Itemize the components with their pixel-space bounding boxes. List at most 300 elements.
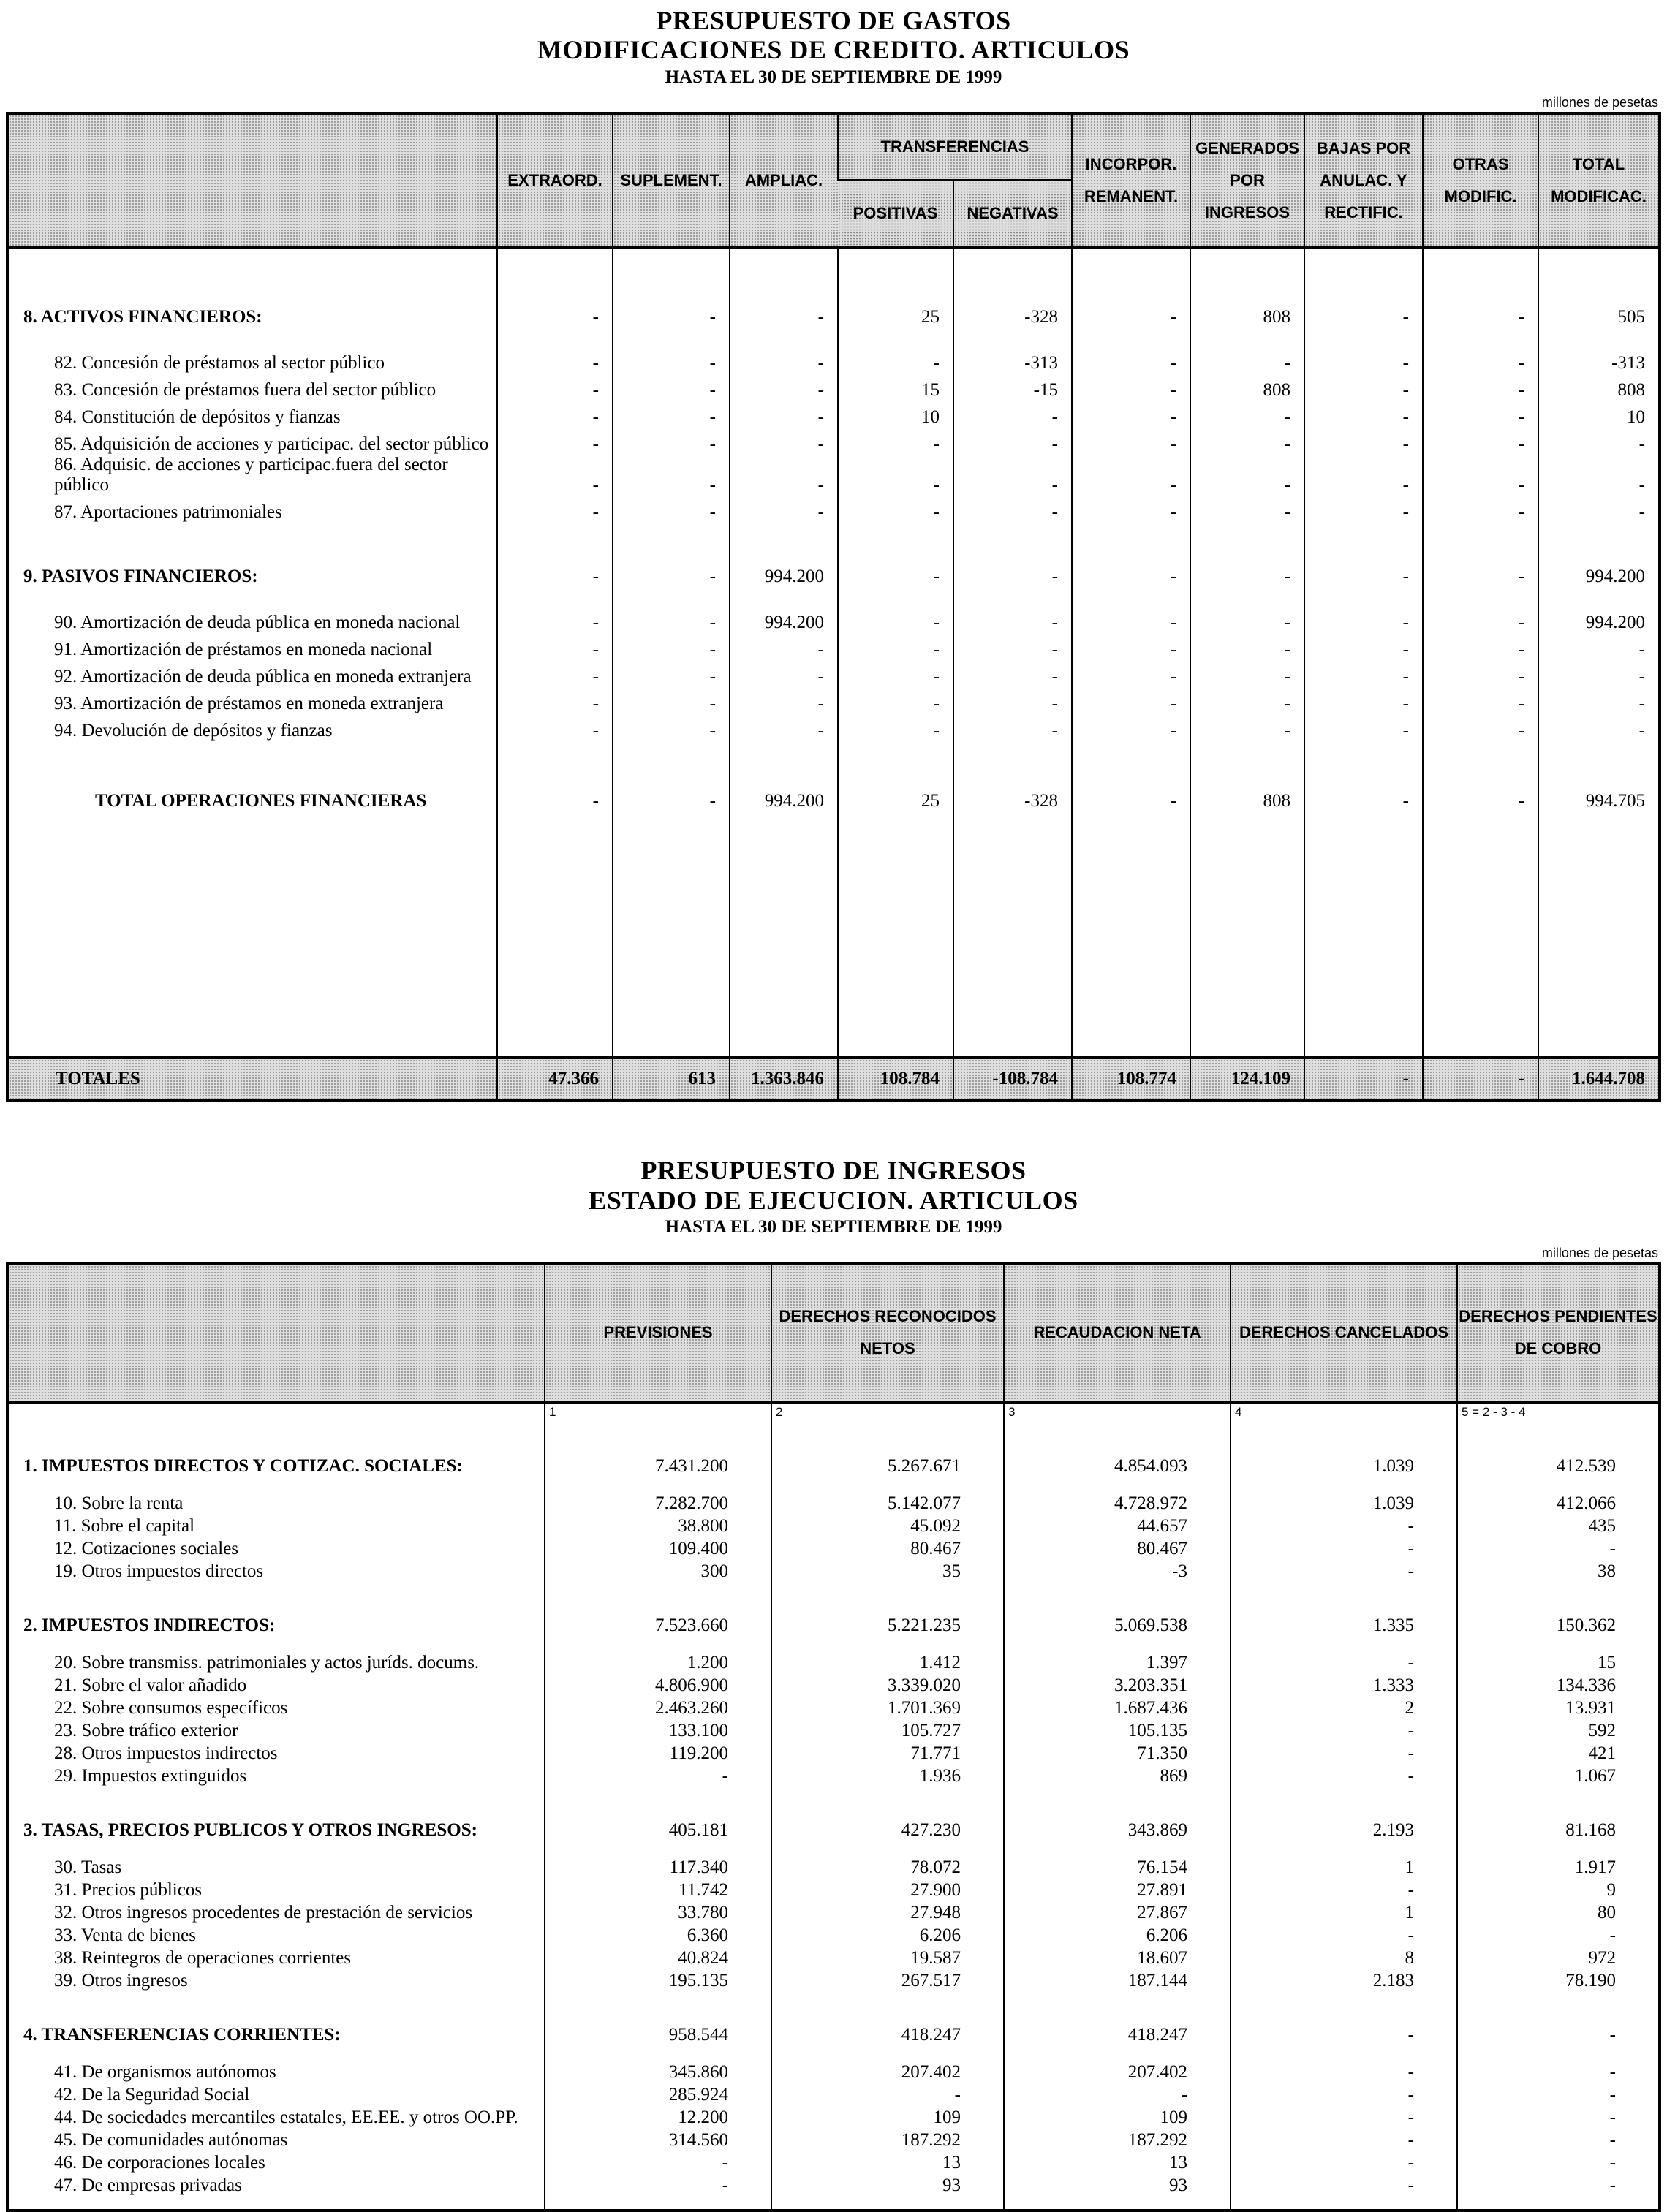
col-header-derechos-reconocidos: DERECHOS RECONOCIDOS NETOS — [771, 1264, 1004, 1402]
cell-value: 994.200 — [730, 523, 838, 587]
cell-value: 421 — [1457, 1741, 1660, 1764]
col-header-ampliac: AMPLIAC. — [730, 113, 838, 247]
cell-value: - — [1231, 2105, 1457, 2128]
cell-value: 8 — [1231, 1946, 1457, 1969]
cell-value: 109 — [771, 2105, 1004, 2128]
cell-value: 427.230 — [771, 1787, 1004, 1841]
cell-value: 1.917 — [1457, 1841, 1660, 1878]
row-label: 85. Adquisición de acciones y participac. del sector público — [54, 434, 489, 455]
cell-value: - — [1190, 401, 1304, 428]
cell-value: - — [613, 660, 730, 687]
cell-value: - — [1190, 496, 1304, 523]
cell-value: - — [1457, 2128, 1660, 2151]
cell-value: - — [1072, 327, 1190, 374]
cell-value: - — [1457, 2105, 1660, 2128]
cell-value: - — [771, 2083, 1004, 2105]
cell-value: 592 — [1457, 1719, 1660, 1741]
table-row — [7, 1969, 1660, 1991]
cell-value: 19.587 — [771, 1946, 1004, 1969]
cell-value: - — [1304, 428, 1423, 455]
ingresos-colnum-row — [7, 1402, 1660, 1428]
cell-value: - — [838, 660, 953, 687]
gastos-table — [6, 112, 1661, 1102]
cell-value: 9 — [1457, 1878, 1660, 1901]
cell-value: 1.200 — [545, 1636, 771, 1673]
cell-value: - — [613, 374, 730, 401]
row-label: 12. Cotizaciones sociales — [54, 1538, 239, 1558]
cell-value: 15 — [838, 374, 953, 401]
cell-value: - — [497, 401, 613, 428]
cell-value: - — [1231, 1878, 1457, 1901]
cell-value: - — [1457, 2083, 1660, 2105]
gastos-header-row1 — [7, 113, 1660, 181]
cell-value: - — [497, 327, 613, 374]
cell-value: 119.200 — [545, 1741, 771, 1764]
row-label: 19. Otros impuestos directos — [54, 1561, 264, 1581]
cell-value: - — [953, 455, 1072, 496]
row-label: 84. Constitución de depósitos y fianzas — [54, 407, 341, 428]
table-row — [7, 1582, 1660, 1636]
cell-value: - — [953, 523, 1072, 587]
cell-value: - — [613, 633, 730, 660]
cell-value: - — [838, 327, 953, 374]
table-row — [7, 1719, 1660, 1741]
filler-cell — [1538, 811, 1660, 1058]
cell-value: - — [1457, 1537, 1660, 1559]
cell-value: 15 — [1457, 1636, 1660, 1673]
cell-value: 35 — [771, 1559, 1004, 1582]
cell-value: - — [1304, 327, 1423, 374]
cell-value: - — [613, 687, 730, 714]
cell-value: - — [1423, 741, 1538, 811]
cell-value: - — [1423, 374, 1538, 401]
cell-value: 3.339.020 — [771, 1673, 1004, 1696]
cell-value: 25 — [838, 247, 953, 327]
cell-value: - — [1304, 523, 1423, 587]
cell-value: - — [1538, 455, 1660, 496]
row-label: 21. Sobre el valor añadido — [54, 1675, 247, 1695]
row-label: 4. TRANSFERENCIAS CORRIENTES: — [23, 2024, 341, 2045]
filler-cell — [613, 811, 730, 1058]
cell-value: 13 — [771, 2151, 1004, 2173]
cell-value: 10 — [838, 401, 953, 428]
row-label: 91. Amortización de préstamos en moneda nacional — [54, 640, 433, 660]
cell-value: - — [730, 455, 838, 496]
cell-value: - — [497, 687, 613, 714]
table-row — [7, 1991, 1660, 2045]
gastos-title-line2: MODIFICACIONES DE CREDITO. ARTICULOS — [537, 35, 1130, 65]
cell-value: - — [1423, 660, 1538, 687]
cell-value: -328 — [953, 741, 1072, 811]
cell-value: - — [1072, 660, 1190, 687]
table-row — [7, 714, 1660, 741]
gastos-unit-note: millones de pesetas — [1541, 95, 1658, 110]
table-row — [7, 1741, 1660, 1764]
row-label: 41. De organismos autónomos — [54, 2061, 276, 2082]
cell-value: - — [730, 374, 838, 401]
filler-cell — [1423, 811, 1538, 1058]
gastos-totales — [7, 1058, 1660, 1100]
row-label: 3. TASAS, PRECIOS PUBLICOS Y OTROS INGRESOS: — [23, 1819, 477, 1840]
cell-value: - — [497, 741, 613, 811]
cell-value: 80 — [1457, 1901, 1660, 1923]
cell-value: - — [838, 496, 953, 523]
cell-value: 71.350 — [1004, 1741, 1231, 1764]
ingresos-header-row — [7, 1264, 1660, 1402]
filler-cell — [7, 811, 497, 1058]
table-row — [7, 1514, 1660, 1537]
cell-value: 187.144 — [1004, 1969, 1231, 1991]
totales-value: - — [1304, 1058, 1423, 1100]
cell-value: - — [545, 2173, 771, 2196]
filler-cell — [1190, 811, 1304, 1058]
cell-value: 25 — [838, 741, 953, 811]
cell-value: - — [613, 455, 730, 496]
cell-value: - — [497, 633, 613, 660]
cell-value: - — [730, 687, 838, 714]
cell-value: 808 — [1190, 247, 1304, 327]
cell-value: - — [838, 428, 953, 455]
cell-value: - — [497, 523, 613, 587]
gastos-filler — [7, 811, 1660, 1058]
cell-value: - — [613, 714, 730, 741]
row-label: 32. Otros ingresos procedentes de prestación de servicios — [54, 1902, 473, 1923]
table-row — [7, 1787, 1660, 1841]
col-header-total: TOTAL MODIFICAC. — [1538, 113, 1660, 247]
table-row — [7, 523, 1660, 587]
table-row — [7, 687, 1660, 714]
table-row — [7, 327, 1660, 374]
table-row — [7, 633, 1660, 660]
cell-value: - — [953, 496, 1072, 523]
cell-value: 994.200 — [1538, 523, 1660, 587]
table-row — [7, 2105, 1660, 2128]
ingresos-table-body — [7, 1428, 1660, 2196]
colnum-4: 4 — [1231, 1402, 1457, 1428]
row-label: 9. PASIVOS FINANCIEROS: — [23, 567, 258, 587]
cell-value: - — [1304, 496, 1423, 523]
table-row — [7, 1946, 1660, 1969]
cell-value: - — [1538, 496, 1660, 523]
cell-value: 44.657 — [1004, 1514, 1231, 1537]
cell-value: 1 — [1231, 1901, 1457, 1923]
cell-value: 187.292 — [1004, 2128, 1231, 2151]
cell-value: 207.402 — [1004, 2045, 1231, 2083]
table-row — [7, 1477, 1660, 1514]
col-header-negativas: NEGATIVAS — [953, 181, 1072, 248]
cell-value: 13 — [1004, 2151, 1231, 2173]
cell-value: 412.066 — [1457, 1477, 1660, 1514]
cell-value: - — [613, 401, 730, 428]
cell-value: 81.168 — [1457, 1787, 1660, 1841]
row-label: 39. Otros ingresos — [54, 1970, 188, 1991]
cell-value: - — [1231, 1537, 1457, 1559]
cell-value: 5.221.235 — [771, 1582, 1004, 1636]
col-header-incorpor: INCORPOR. REMANENT. — [1072, 113, 1190, 247]
cell-value: 869 — [1004, 1764, 1231, 1787]
col-header-previsiones: PREVISIONES — [545, 1264, 771, 1402]
totales-value: 124.109 — [1190, 1058, 1304, 1100]
ingresos-unit-note: millones de pesetas — [1541, 1245, 1658, 1260]
cell-value: - — [1423, 714, 1538, 741]
cell-value: - — [613, 428, 730, 455]
gastos-table-body — [7, 247, 1660, 811]
cell-value: - — [545, 1764, 771, 1787]
cell-value: 78.190 — [1457, 1969, 1660, 1991]
row-label: 20. Sobre transmiss. patrimoniales y actos juríds. docums. — [54, 1652, 480, 1673]
cell-value: - — [497, 714, 613, 741]
row-label: 47. De empresas privadas — [54, 2175, 242, 2195]
table-row — [7, 1901, 1660, 1923]
cell-value: 3.203.351 — [1004, 1673, 1231, 1696]
cell-value: - — [1231, 1636, 1457, 1673]
cell-value: - — [1423, 247, 1538, 327]
cell-value: 10 — [1538, 401, 1660, 428]
cell-value: 76.154 — [1004, 1841, 1231, 1878]
totales-label: TOTALES — [7, 1058, 497, 1100]
cell-value: - — [1538, 660, 1660, 687]
totales-value: 47.366 — [497, 1058, 613, 1100]
table-row — [7, 455, 1660, 496]
cell-value: 808 — [1538, 374, 1660, 401]
cell-value: 994.200 — [730, 741, 838, 811]
cell-value: - — [1190, 587, 1304, 633]
cell-value: - — [497, 496, 613, 523]
cell-value: 78.072 — [771, 1841, 1004, 1878]
row-label: 46. De corporaciones locales — [54, 2152, 265, 2173]
cell-value: - — [953, 428, 1072, 455]
cell-value: - — [613, 496, 730, 523]
cell-value: 1.039 — [1231, 1428, 1457, 1477]
cell-value: 267.517 — [771, 1969, 1004, 1991]
cell-value: 27.948 — [771, 1901, 1004, 1923]
cell-value: - — [1190, 660, 1304, 687]
cell-value: 418.247 — [1004, 1991, 1231, 2045]
cell-value: - — [838, 523, 953, 587]
cell-value: 80.467 — [771, 1537, 1004, 1559]
totales-value: 613 — [613, 1058, 730, 1100]
cell-value: 7.282.700 — [545, 1477, 771, 1514]
cell-value: 45.092 — [771, 1514, 1004, 1537]
table-row — [7, 2173, 1660, 2196]
cell-value: 1.067 — [1457, 1764, 1660, 1787]
table-row — [7, 1696, 1660, 1719]
row-label: 42. De la Seguridad Social — [54, 2084, 250, 2105]
cell-value: 93 — [1004, 2173, 1231, 2196]
cell-value: 40.824 — [545, 1946, 771, 1969]
cell-value: 994.200 — [730, 587, 838, 633]
cell-value: - — [1231, 2151, 1457, 2173]
cell-value: 958.544 — [545, 1991, 771, 2045]
ingresos-filler — [7, 2196, 1660, 2211]
totales-row — [7, 1058, 1660, 1100]
row-label: 28. Otros impuestos indirectos — [54, 1743, 278, 1763]
cell-value: - — [1004, 2083, 1231, 2105]
cell-value: 33.780 — [545, 1901, 771, 1923]
cell-value: 505 — [1538, 247, 1660, 327]
colnum-blank — [7, 1402, 545, 1428]
cell-value: - — [1072, 401, 1190, 428]
cell-value: - — [1423, 687, 1538, 714]
cell-value: 18.607 — [1004, 1946, 1231, 1969]
cell-value: - — [1190, 633, 1304, 660]
cell-value: 1.412 — [771, 1636, 1004, 1673]
cell-value: 109 — [1004, 2105, 1231, 2128]
row-label: 87. Aportaciones patrimoniales — [54, 502, 282, 523]
cell-value: 994.200 — [1538, 587, 1660, 633]
totales-value: 108.784 — [838, 1058, 953, 1100]
cell-value: -313 — [953, 327, 1072, 374]
cell-value: - — [838, 687, 953, 714]
cell-value: 80.467 — [1004, 1537, 1231, 1559]
gastos-header-blank — [7, 113, 497, 247]
table-row — [7, 1878, 1660, 1901]
row-label: 86. Adquisic. de acciones y participac.fuera del sector público — [54, 455, 448, 496]
ingresos-title-block — [0, 1150, 1667, 1239]
gastos-title-line3: HASTA EL 30 DE SEPTIEMBRE DE 1999 — [665, 67, 1002, 87]
filler-cell — [953, 811, 1072, 1058]
cell-value: - — [730, 714, 838, 741]
cell-value: - — [613, 327, 730, 374]
cell-value: - — [1231, 1923, 1457, 1946]
cell-value: - — [1072, 428, 1190, 455]
cell-value: -328 — [953, 247, 1072, 327]
ingresos-table — [6, 1262, 1661, 2212]
cell-value: -15 — [953, 374, 1072, 401]
cell-value: - — [1190, 714, 1304, 741]
cell-value: 117.340 — [545, 1841, 771, 1878]
filler-cell — [7, 2196, 545, 2211]
cell-value: 207.402 — [771, 2045, 1004, 2083]
filler-cell — [771, 2196, 1004, 2211]
row-label: 10. Sobre la renta — [54, 1493, 184, 1513]
totales-value: - — [1423, 1058, 1538, 1100]
row-label: 2. IMPUESTOS INDIRECTOS: — [23, 1615, 276, 1635]
cell-value: - — [613, 523, 730, 587]
cell-value: - — [1538, 714, 1660, 741]
cell-value: - — [953, 587, 1072, 633]
ingresos-title-line3: HASTA EL 30 DE SEPTIEMBRE DE 1999 — [665, 1217, 1002, 1237]
row-label: 11. Sobre el capital — [54, 1515, 195, 1536]
cell-value: - — [1423, 327, 1538, 374]
filler-cell — [1304, 811, 1423, 1058]
cell-value: - — [1304, 714, 1423, 741]
col-header-recaudacion: RECAUDACION NETA — [1004, 1264, 1231, 1402]
row-label: 82. Concesión de préstamos al sector público — [54, 353, 385, 374]
cell-value: 93 — [771, 2173, 1004, 2196]
cell-value: - — [545, 2151, 771, 2173]
row-label: 44. De sociedades mercantiles estatales, EE.EE. y otros OO.PP. — [54, 2107, 518, 2127]
cell-value: 5.069.538 — [1004, 1582, 1231, 1636]
cell-value: - — [1423, 455, 1538, 496]
cell-value: - — [1190, 327, 1304, 374]
cell-value: - — [1304, 633, 1423, 660]
cell-value: - — [838, 587, 953, 633]
cell-value: - — [1423, 633, 1538, 660]
cell-value: - — [838, 633, 953, 660]
table-row — [7, 496, 1660, 523]
cell-value: 405.181 — [545, 1787, 771, 1841]
table-row — [7, 1923, 1660, 1946]
cell-value: - — [953, 714, 1072, 741]
table-row — [7, 660, 1660, 687]
cell-value: 418.247 — [771, 1991, 1004, 2045]
cell-value: 1.333 — [1231, 1673, 1457, 1696]
col-header-positivas: POSITIVAS — [838, 181, 953, 248]
cell-value: 133.100 — [545, 1719, 771, 1741]
ingresos-title-line2: ESTADO DE EJECUCION. ARTICULOS — [589, 1185, 1078, 1215]
table-row — [7, 2083, 1660, 2105]
cell-value: 972 — [1457, 1946, 1660, 1969]
cell-value: - — [1072, 714, 1190, 741]
col-header-transferencias: TRANSFERENCIAS — [838, 113, 1072, 181]
table-row — [7, 401, 1660, 428]
row-label: TOTAL OPERACIONES FINANCIERAS — [95, 791, 427, 811]
cell-value: - — [613, 247, 730, 327]
totales-value: -108.784 — [953, 1058, 1072, 1100]
cell-value: - — [1231, 1764, 1457, 1787]
row-label: 33. Venta de bienes — [54, 1925, 196, 1945]
cell-value: 2.463.260 — [545, 1696, 771, 1719]
cell-value: 314.560 — [545, 2128, 771, 2151]
cell-value: - — [1072, 523, 1190, 587]
cell-value: 150.362 — [1457, 1582, 1660, 1636]
cell-value: - — [1304, 374, 1423, 401]
cell-value: - — [953, 660, 1072, 687]
cell-value: - — [1304, 247, 1423, 327]
cell-value: 1.701.369 — [771, 1696, 1004, 1719]
filler-cell — [497, 811, 613, 1058]
row-label: 90. Amortización de deuda pública en moneda nacional — [54, 613, 461, 633]
cell-value: - — [838, 714, 953, 741]
row-label: 94. Devolución de depósitos y fianzas — [54, 721, 333, 741]
cell-value: 38.800 — [545, 1514, 771, 1537]
cell-value: - — [953, 633, 1072, 660]
table-row — [7, 1559, 1660, 1582]
row-label: 8. ACTIVOS FINANCIEROS: — [23, 307, 262, 327]
cell-value: 27.867 — [1004, 1901, 1231, 1923]
table-row — [7, 1673, 1660, 1696]
filler-cell — [1004, 2196, 1231, 2211]
cell-value: 1.397 — [1004, 1636, 1231, 1673]
colnum-5: 5 = 2 - 3 - 4 — [1457, 1402, 1660, 1428]
cell-value: - — [1423, 428, 1538, 455]
cell-value: 345.860 — [545, 2045, 771, 2083]
filler-row — [7, 811, 1660, 1058]
cell-value: 2 — [1231, 1696, 1457, 1719]
cell-value: - — [1190, 523, 1304, 587]
cell-value: 134.336 — [1457, 1673, 1660, 1696]
cell-value: - — [1304, 587, 1423, 633]
table-row — [7, 1841, 1660, 1878]
cell-value: - — [1190, 687, 1304, 714]
cell-value: - — [1538, 633, 1660, 660]
cell-value: - — [1231, 1559, 1457, 1582]
cell-value: - — [1231, 2128, 1457, 2151]
cell-value: - — [838, 455, 953, 496]
col-header-bajas: BAJAS POR ANULAC. Y RECTIFIC. — [1304, 113, 1423, 247]
row-label: 93. Amortización de préstamos en moneda extranjera — [54, 694, 444, 714]
col-header-otras: OTRAS MODIFIC. — [1423, 113, 1538, 247]
cell-value: 11.742 — [545, 1878, 771, 1901]
cell-value: - — [1231, 2083, 1457, 2105]
cell-value: - — [1072, 374, 1190, 401]
cell-value: 435 — [1457, 1514, 1660, 1537]
table-row — [7, 2045, 1660, 2083]
cell-value: 71.771 — [771, 1741, 1004, 1764]
cell-value: 195.135 — [545, 1969, 771, 1991]
cell-value: - — [1072, 455, 1190, 496]
